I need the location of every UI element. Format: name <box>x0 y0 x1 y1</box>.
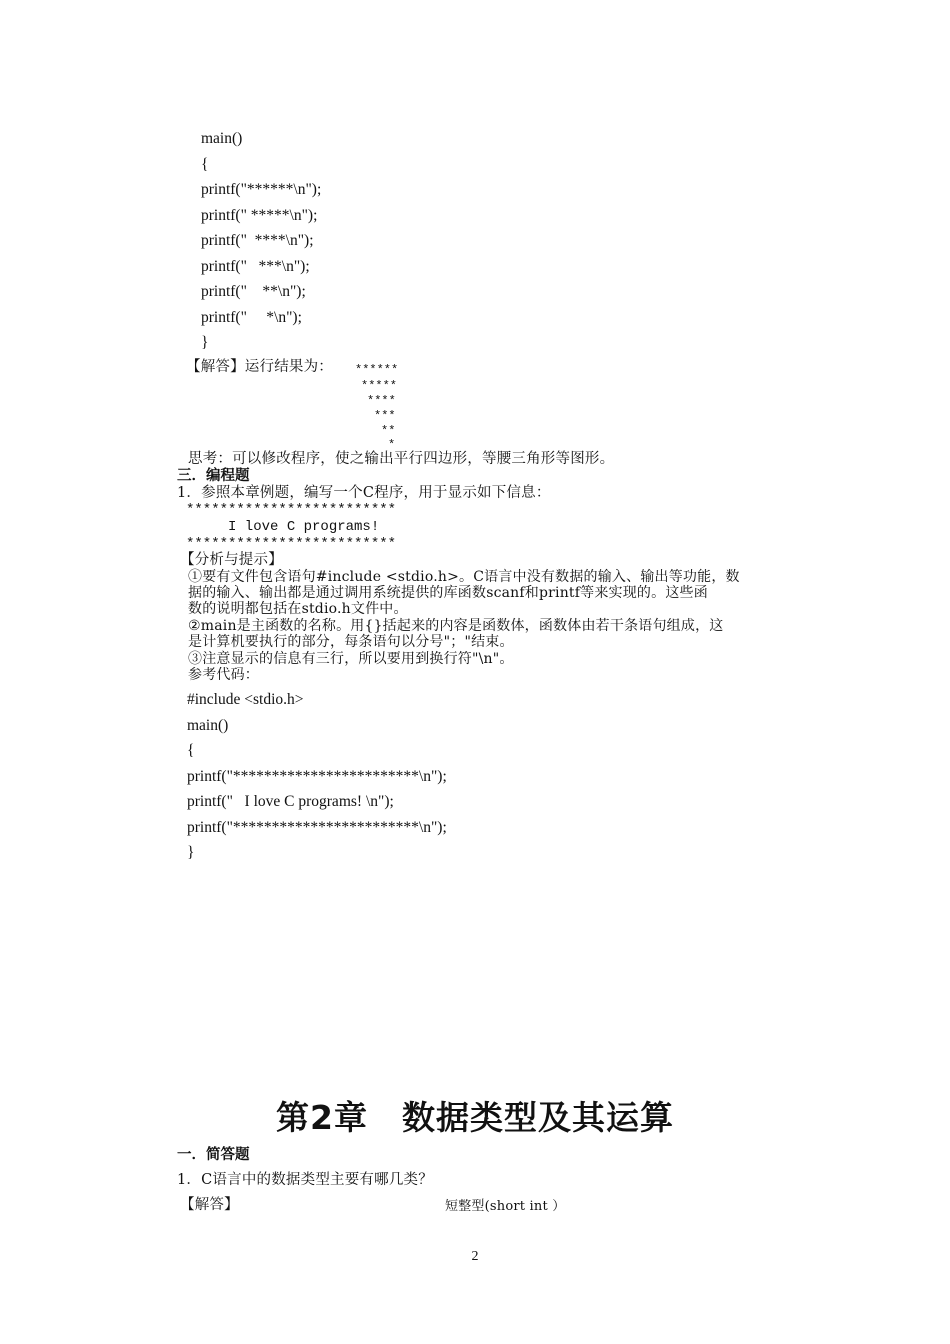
output-line: *** <box>374 409 396 423</box>
code-line: printf(" **\n"); <box>201 283 306 300</box>
code-line: printf("******\n"); <box>201 181 322 198</box>
display-line: ************************* <box>186 502 397 518</box>
code-line: { <box>201 156 209 173</box>
output-line: * <box>388 438 396 452</box>
answer-label: 【解答】运行结果为： <box>186 359 333 375</box>
chapter-title: 第2章 数据类型及其运算 <box>276 1098 674 1137</box>
question: 1．参照本章例题，编写一个C程序，用于显示如下信息： <box>177 485 551 501</box>
page-number: 2 <box>471 1249 479 1264</box>
hint-line: ①要有文件包含语句#include <stdio.h>。C语言中没有数据的输入、输出等功能，数 <box>188 569 740 585</box>
hint-line: 据的输入、输出都是通过调用系统提供的库函数scanf和printf等来实现的。这些函 <box>188 585 708 601</box>
hint-line: 参考代码： <box>188 667 259 683</box>
section-title: 一．简答题 <box>177 1147 250 1163</box>
code-line: printf(" ****\n"); <box>201 232 314 249</box>
hint-line: 是计算机要执行的部分，每条语句以分号"；"结束。 <box>188 634 514 650</box>
display-line: I love C programs! <box>186 519 380 535</box>
code-line: } <box>187 844 195 861</box>
code-line: printf("************************\n"); <box>187 819 447 836</box>
think-note: 思考：可以修改程序，使之输出平行四边形，等腰三角形等图形。 <box>188 451 615 467</box>
display-line: ************************* <box>186 536 397 552</box>
code-line: printf(" ***\n"); <box>201 258 310 275</box>
answer-label: 【解答】 <box>180 1197 239 1213</box>
code-line: printf(" *****\n"); <box>201 207 318 224</box>
output-line: **** <box>367 394 396 408</box>
question: 1．C语言中的数据类型主要有哪几类？ <box>177 1172 433 1188</box>
hint-line: ③注意显示的信息有三行，所以要用到换行符"\n"。 <box>188 651 514 667</box>
code-line: printf(" *\n"); <box>201 309 302 326</box>
output-line: ****** <box>355 363 399 377</box>
code-line: main() <box>187 717 229 734</box>
hint-line: ②main是主函数的名称。用{}括起来的内容是函数体，函数体由若干条语句组成，这 <box>188 618 724 634</box>
code-line: } <box>201 334 209 351</box>
code-line: printf("************************\n"); <box>187 768 447 785</box>
hint-title: 【分析与提示】 <box>180 552 283 568</box>
section-title: 三．编程题 <box>177 468 250 484</box>
code-line: main() <box>201 130 243 147</box>
code-line: #include <stdio.h> <box>187 691 304 708</box>
code-line: { <box>187 742 195 759</box>
output-line: ***** <box>361 379 398 393</box>
output-line: ** <box>381 424 396 438</box>
hint-line: 数的说明都包括在stdio.h文件中。 <box>188 601 408 617</box>
type-item: 短整型(short int ） <box>445 1199 566 1214</box>
code-line: printf(" I love C programs! \n"); <box>187 793 394 810</box>
